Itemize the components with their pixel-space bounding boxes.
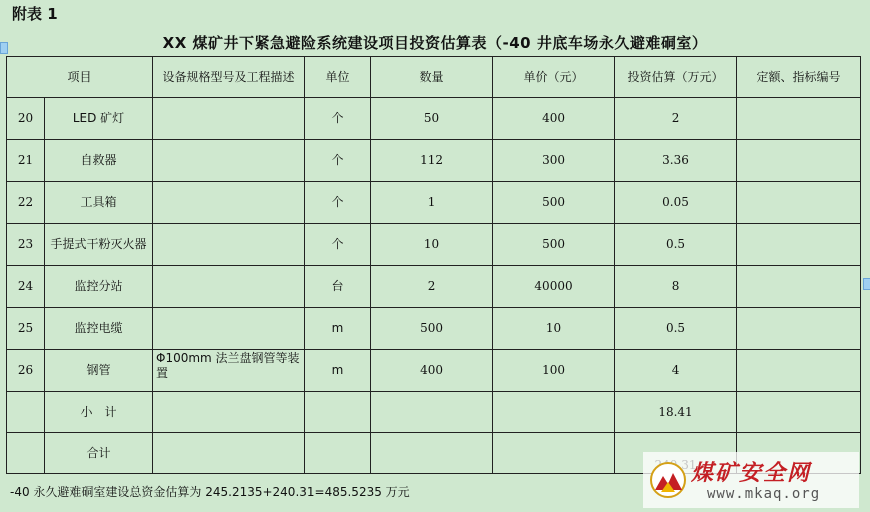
footnote-total-investment: -40 永久避难硐室建设总资金估算为 245.2135+240.31=485.5235 万元 (10, 485, 410, 499)
item-estimate: 4 (615, 350, 737, 392)
investment-estimate-table (6, 56, 861, 474)
item-spec: Φ100mm 法兰盘钢管等装置 (153, 350, 305, 392)
item-quantity: 400 (371, 350, 493, 392)
subtotal-price (493, 392, 615, 433)
item-name: 监控电缆 (45, 308, 153, 350)
subtotal-unit (305, 392, 371, 433)
site-watermark (643, 452, 859, 508)
item-estimate: 0.5 (615, 224, 737, 266)
item-unit-price: 40000 (493, 266, 615, 308)
subtotal-spec (153, 392, 305, 433)
item-spec (153, 182, 305, 224)
item-quantity: 500 (371, 308, 493, 350)
item-spec (153, 224, 305, 266)
row-number: 23 (7, 224, 45, 266)
appendix-label: 附表 1 (12, 5, 58, 23)
item-quota-code (737, 308, 861, 350)
header-unit: 单位 (305, 57, 371, 98)
item-unit: 个 (305, 140, 371, 182)
row-number: 21 (7, 140, 45, 182)
total-quantity (371, 433, 493, 474)
item-spec (153, 98, 305, 140)
item-unit: m (305, 350, 371, 392)
watermark-site-name: 煤矿安全网 (691, 461, 812, 486)
table-row (7, 350, 861, 392)
right-edge-handle[interactable] (863, 278, 870, 290)
header-unit-price: 单价（元） (493, 57, 615, 98)
item-estimate: 2 (615, 98, 737, 140)
header-quantity: 数量 (371, 57, 493, 98)
item-quota-code (737, 98, 861, 140)
row-number: 22 (7, 182, 45, 224)
item-name: 监控分站 (45, 266, 153, 308)
item-unit-price: 500 (493, 182, 615, 224)
table-row (7, 182, 861, 224)
item-quantity: 112 (371, 140, 493, 182)
item-quantity: 1 (371, 182, 493, 224)
document-title: XX 煤矿井下紧急避险系统建设项目投资估算表（-40 井底车场永久避难硐室） (162, 34, 708, 52)
item-unit-price: 400 (493, 98, 615, 140)
item-unit: 个 (305, 182, 371, 224)
item-estimate: 3.36 (615, 140, 737, 182)
header-quota-code: 定额、指标编号 (737, 57, 861, 98)
subtotal-quantity (371, 392, 493, 433)
table-row (7, 308, 861, 350)
mine-logo-icon (649, 458, 687, 502)
table-row (7, 224, 861, 266)
item-quantity: 2 (371, 266, 493, 308)
item-name: LED 矿灯 (45, 98, 153, 140)
item-name: 自救器 (45, 140, 153, 182)
item-unit-price: 100 (493, 350, 615, 392)
subtotal-label: 小 计 (45, 392, 153, 433)
item-estimate: 0.05 (615, 182, 737, 224)
item-unit: 个 (305, 224, 371, 266)
row-number: 20 (7, 98, 45, 140)
subtotal-code (737, 392, 861, 433)
item-name: 钢管 (45, 350, 153, 392)
item-quota-code (737, 350, 861, 392)
row-number: 24 (7, 266, 45, 308)
item-quantity: 50 (371, 98, 493, 140)
item-quota-code (737, 182, 861, 224)
table-header-row (7, 57, 861, 98)
header-spec: 设备规格型号及工程描述 (153, 57, 305, 98)
item-quota-code (737, 224, 861, 266)
watermark-url: www.mkaq.org (707, 486, 821, 502)
subtotal-estimate: 18.41 (615, 392, 737, 433)
total-spec (153, 433, 305, 474)
total-blank (7, 433, 45, 474)
item-quantity: 10 (371, 224, 493, 266)
row-number: 26 (7, 350, 45, 392)
total-price (493, 433, 615, 474)
table-row (7, 266, 861, 308)
header-investment-estimate: 投资估算（万元） (615, 57, 737, 98)
item-unit: 台 (305, 266, 371, 308)
item-spec (153, 308, 305, 350)
item-unit-price: 10 (493, 308, 615, 350)
item-spec (153, 266, 305, 308)
item-name: 工具箱 (45, 182, 153, 224)
item-quota-code (737, 266, 861, 308)
item-unit-price: 300 (493, 140, 615, 182)
item-spec (153, 140, 305, 182)
item-estimate: 0.5 (615, 308, 737, 350)
subtotal-row (7, 392, 861, 433)
row-number: 25 (7, 308, 45, 350)
item-quota-code (737, 140, 861, 182)
item-unit-price: 500 (493, 224, 615, 266)
item-unit: 个 (305, 98, 371, 140)
subtotal-blank (7, 392, 45, 433)
total-label: 合计 (45, 433, 153, 474)
item-name: 手提式干粉灭火器 (45, 224, 153, 266)
item-unit: m (305, 308, 371, 350)
total-unit (305, 433, 371, 474)
item-estimate: 8 (615, 266, 737, 308)
table-row (7, 140, 861, 182)
header-project: 项目 (7, 57, 153, 98)
table-row (7, 98, 861, 140)
